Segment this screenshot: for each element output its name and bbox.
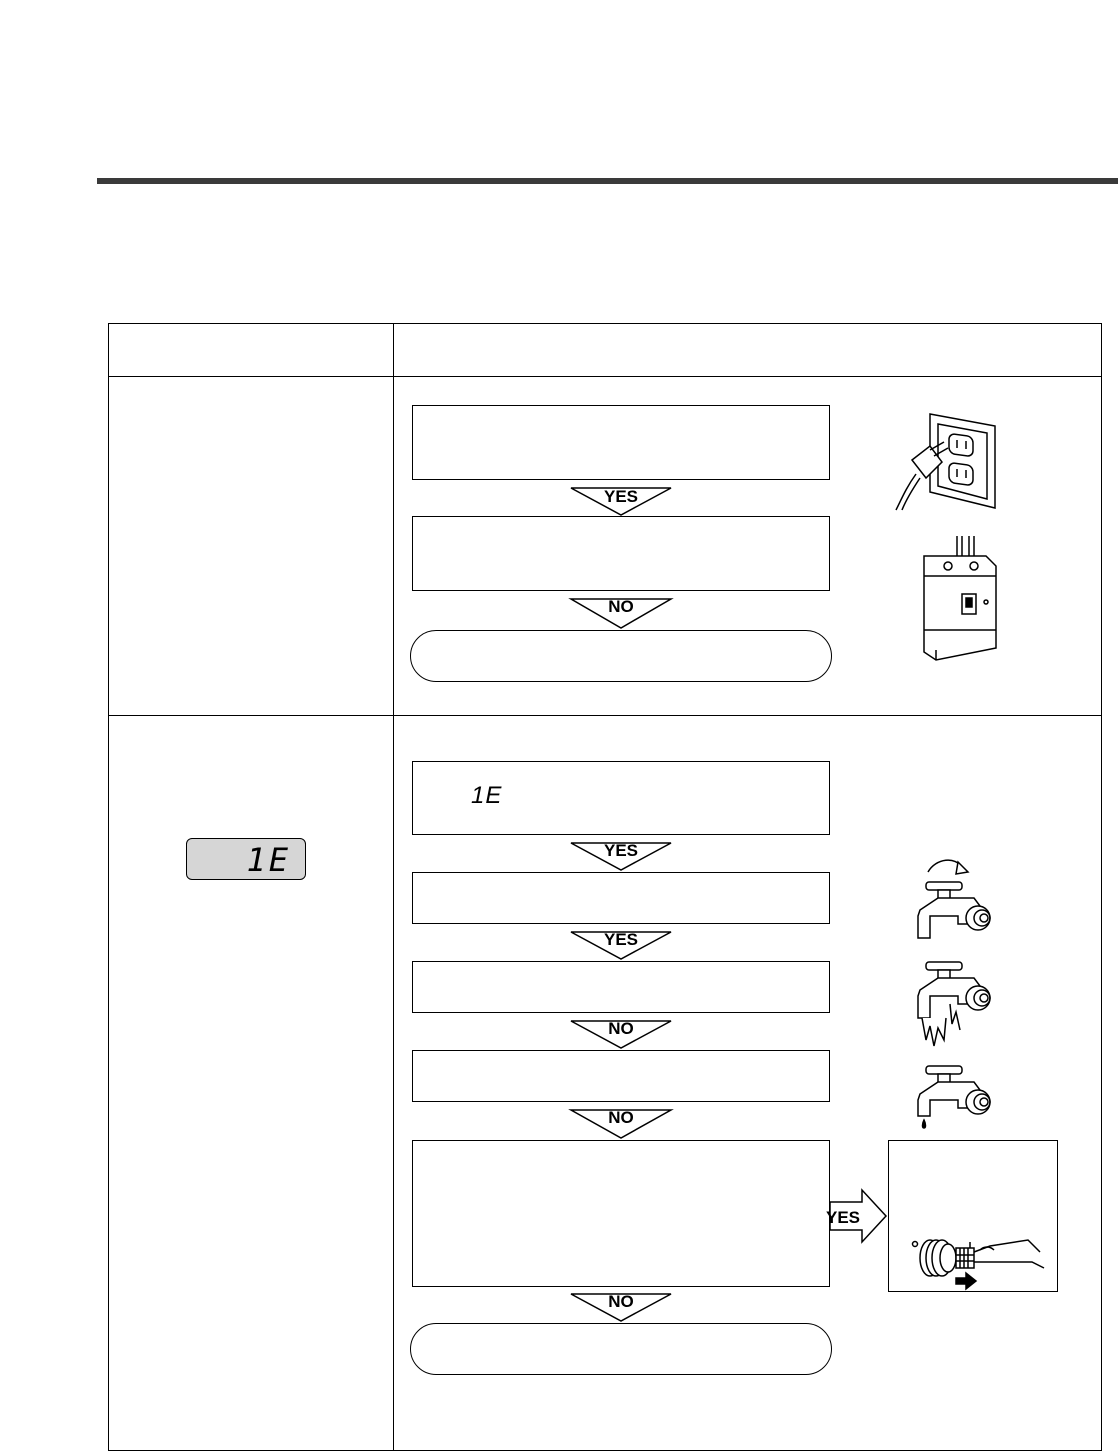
- arrow-label: YES: [603, 487, 639, 506]
- inlet-filter-clean-icon: [913, 1240, 1045, 1289]
- power-plug-outlet-icon: [896, 414, 995, 510]
- arrow-no-row2-b: [571, 1108, 671, 1138]
- arrow-label: NO: [608, 1292, 634, 1311]
- arrow-yes-row2-a: [571, 841, 671, 870]
- arrow-no-row1-a: [571, 597, 671, 628]
- arrow-label: YES: [825, 1208, 861, 1227]
- arrow-yes-row2-b: [571, 930, 671, 959]
- water-tap-turn-icon: [918, 860, 990, 938]
- water-tap-drip-icon: [918, 1066, 990, 1128]
- arrow-label: YES: [603, 930, 639, 949]
- arrow-label: NO: [608, 1019, 634, 1038]
- lcd-error-code: 1E: [246, 841, 291, 879]
- arrow-yes-right: [826, 1190, 886, 1242]
- error-code-text: 1E: [471, 782, 503, 809]
- water-tap-frozen-icon: [918, 962, 990, 1046]
- arrow-yes-row1-a: [571, 487, 671, 515]
- arrow-label: NO: [608, 597, 634, 616]
- circuit-breaker-icon: [924, 536, 996, 660]
- arrow-label: NO: [608, 1108, 634, 1127]
- arrow-label: YES: [603, 841, 639, 860]
- arrow-no-row2-c: [571, 1292, 671, 1321]
- arrow-no-row2-a: [571, 1019, 671, 1048]
